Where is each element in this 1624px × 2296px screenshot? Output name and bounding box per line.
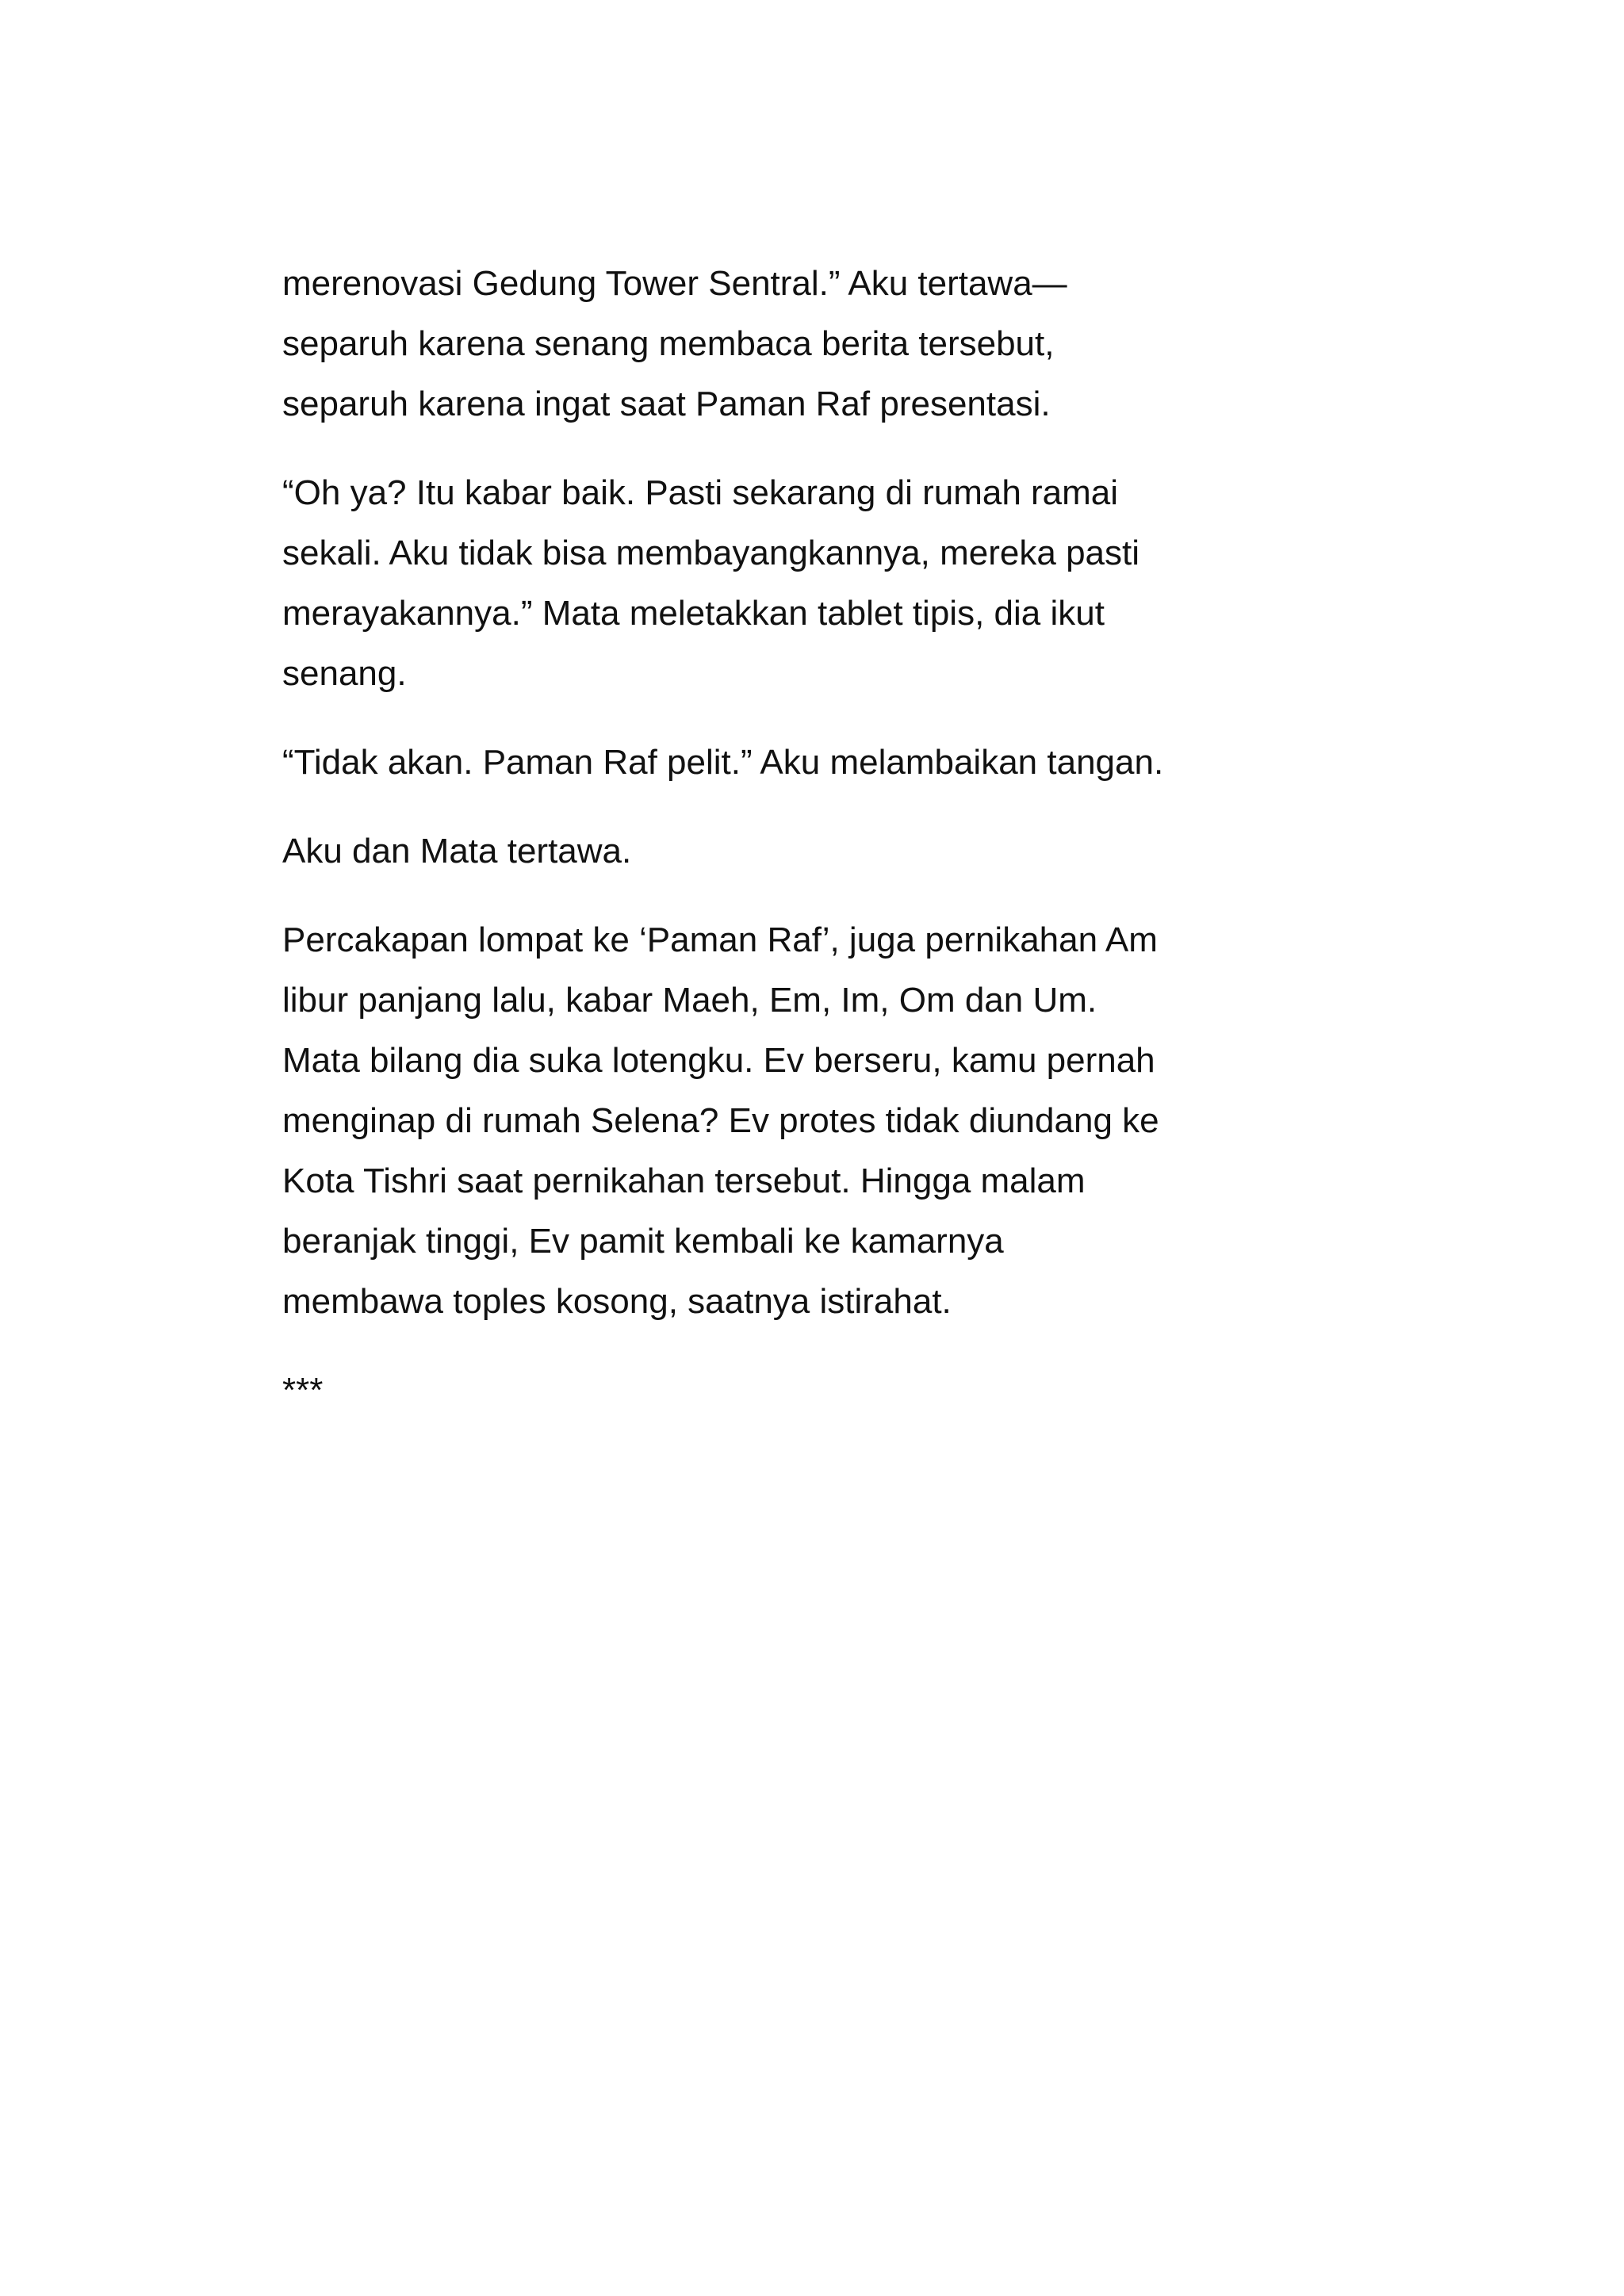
text-line: separuh karena senang membaca berita tersebut, xyxy=(282,324,1055,363)
text-line: beranjak tinggi, Ev pamit kembali ke kamarnya xyxy=(282,1222,1004,1261)
paragraph-2 xyxy=(282,463,1392,704)
text-line: Mata bilang dia suka lotengku. Ev berseru, kamu pernah xyxy=(282,1041,1155,1080)
text-line: Kota Tishri saat pernikahan tersebut. Hingga malam xyxy=(282,1161,1086,1200)
text-line: merenovasi Gedung Tower Sentral.” Aku tertawa— xyxy=(282,264,1067,303)
text-line: senang. xyxy=(282,654,407,693)
paragraph-5 xyxy=(282,910,1392,1332)
body-text xyxy=(282,254,1392,1449)
paragraph-1 xyxy=(282,254,1392,434)
paragraph-4 xyxy=(282,821,1392,882)
text-line: Aku dan Mata tertawa. xyxy=(282,832,632,871)
text-line: libur panjang lalu, kabar Maeh, Em, Im, Om dan Um. xyxy=(282,981,1097,1020)
text-line: separuh karena ingat saat Paman Raf presentasi. xyxy=(282,385,1051,423)
text-line: Percakapan lompat ke ‘Paman Raf’, juga pernikahan Am xyxy=(282,920,1158,959)
text-line: sekali. Aku tidak bisa membayangkannya, mereka pasti xyxy=(282,534,1140,572)
scene-break-text: *** xyxy=(282,1371,324,1410)
text-line: membawa toples kosong, saatnya istirahat. xyxy=(282,1282,952,1321)
text-line: “Tidak akan. Paman Raf pelit.” Aku melambaikan tangan. xyxy=(282,743,1164,782)
scene-break xyxy=(282,1360,1392,1421)
paragraph-3 xyxy=(282,733,1392,793)
text-line: menginap di rumah Selena? Ev protes tidak diundang ke xyxy=(282,1101,1159,1140)
text-line: “Oh ya? Itu kabar baik. Pasti sekarang di rumah ramai xyxy=(282,473,1119,512)
text-line: merayakannya.” Mata meletakkan tablet tipis, dia ikut xyxy=(282,594,1105,633)
